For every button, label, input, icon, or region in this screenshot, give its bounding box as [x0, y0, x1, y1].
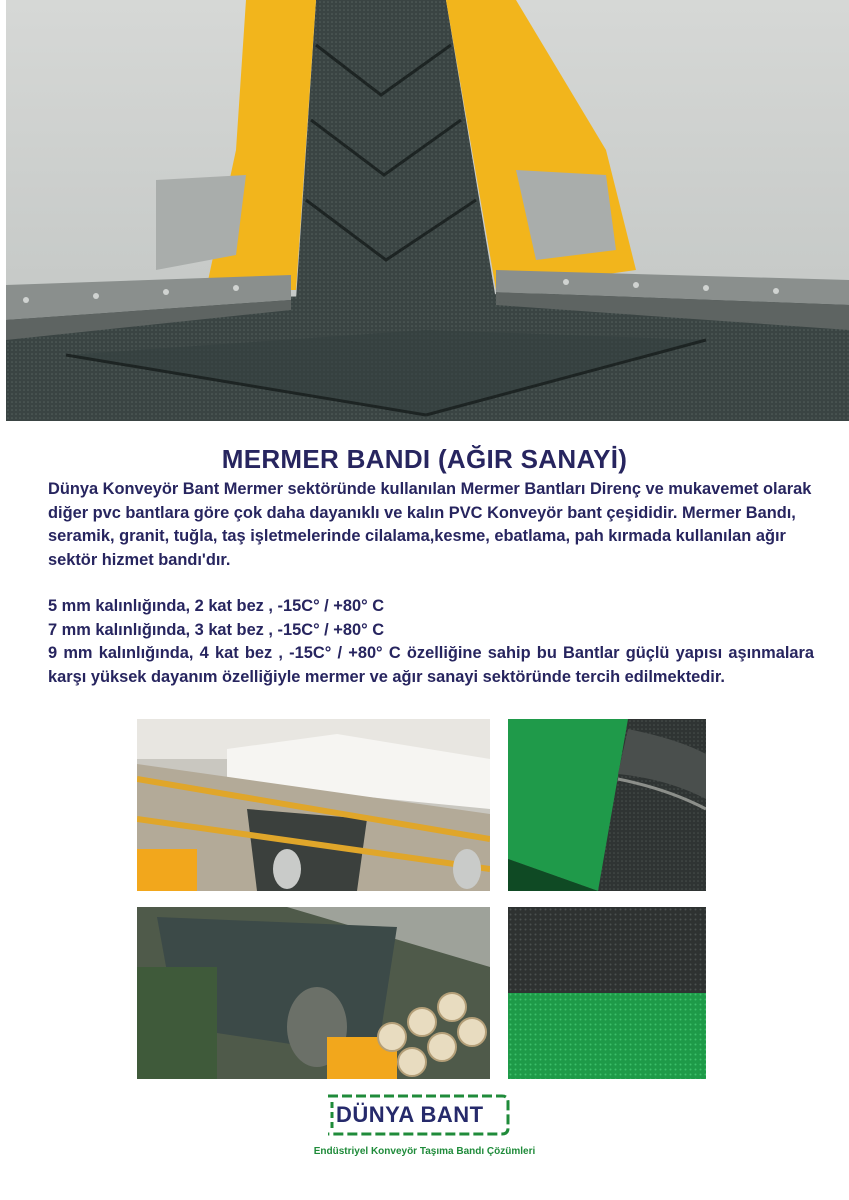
spec-item-5mm: 5 mm kalınlığında, 2 kat bez , -15C° / +80° C [48, 597, 385, 615]
spec-item-9mm: 9 mm kalınlığında, 4 kat bez , -15C° / +80° C özelliğine sahip bu Bantlar güçlü yapısı aşınmalara karşı yüksek dayanım özelliğiyle mermer ve ağır sanayi sektöründe tercih edilmektedir. [48, 644, 814, 686]
body-text [48, 478, 814, 689]
photo-belt-surface-texture [508, 907, 706, 1079]
intro-paragraph: Dünya Konveyör Bant Mermer sektöründe kullanılan Mermer Bantları Direnç ve mukavemet olarak diğer pvc bantlara göre çok daha dayanıklı ve kalın PVC Konveyör bant çeşididir. Mermer Bandı, seramik, granit, tuğla, taş işletmelerinde cilalama,kesme, ebatlama, pah kırmada kullanılan ağır sektör hizmet bandı'dır. [48, 480, 812, 569]
photo-marble-slab-conveyor [137, 719, 490, 891]
brand-tagline: Endüstriyel Konveyör Taşıma Bandı Çözümleri [313, 1146, 536, 1157]
hero-photo-conveyor-belt [6, 0, 849, 421]
page-title: MERMER BANDI (AĞIR SANAYİ) [221, 444, 628, 474]
photo-green-belt-closeup [508, 719, 706, 891]
brand-logo [322, 1086, 512, 1144]
brand-name: DÜNYA BANT [336, 1102, 484, 1127]
spec-item-7mm: 7 mm kalınlığında, 3 kat bez , -15C° / +80° C [48, 620, 385, 639]
photo-roller-conveyor [137, 907, 490, 1079]
spec-list [48, 595, 814, 689]
